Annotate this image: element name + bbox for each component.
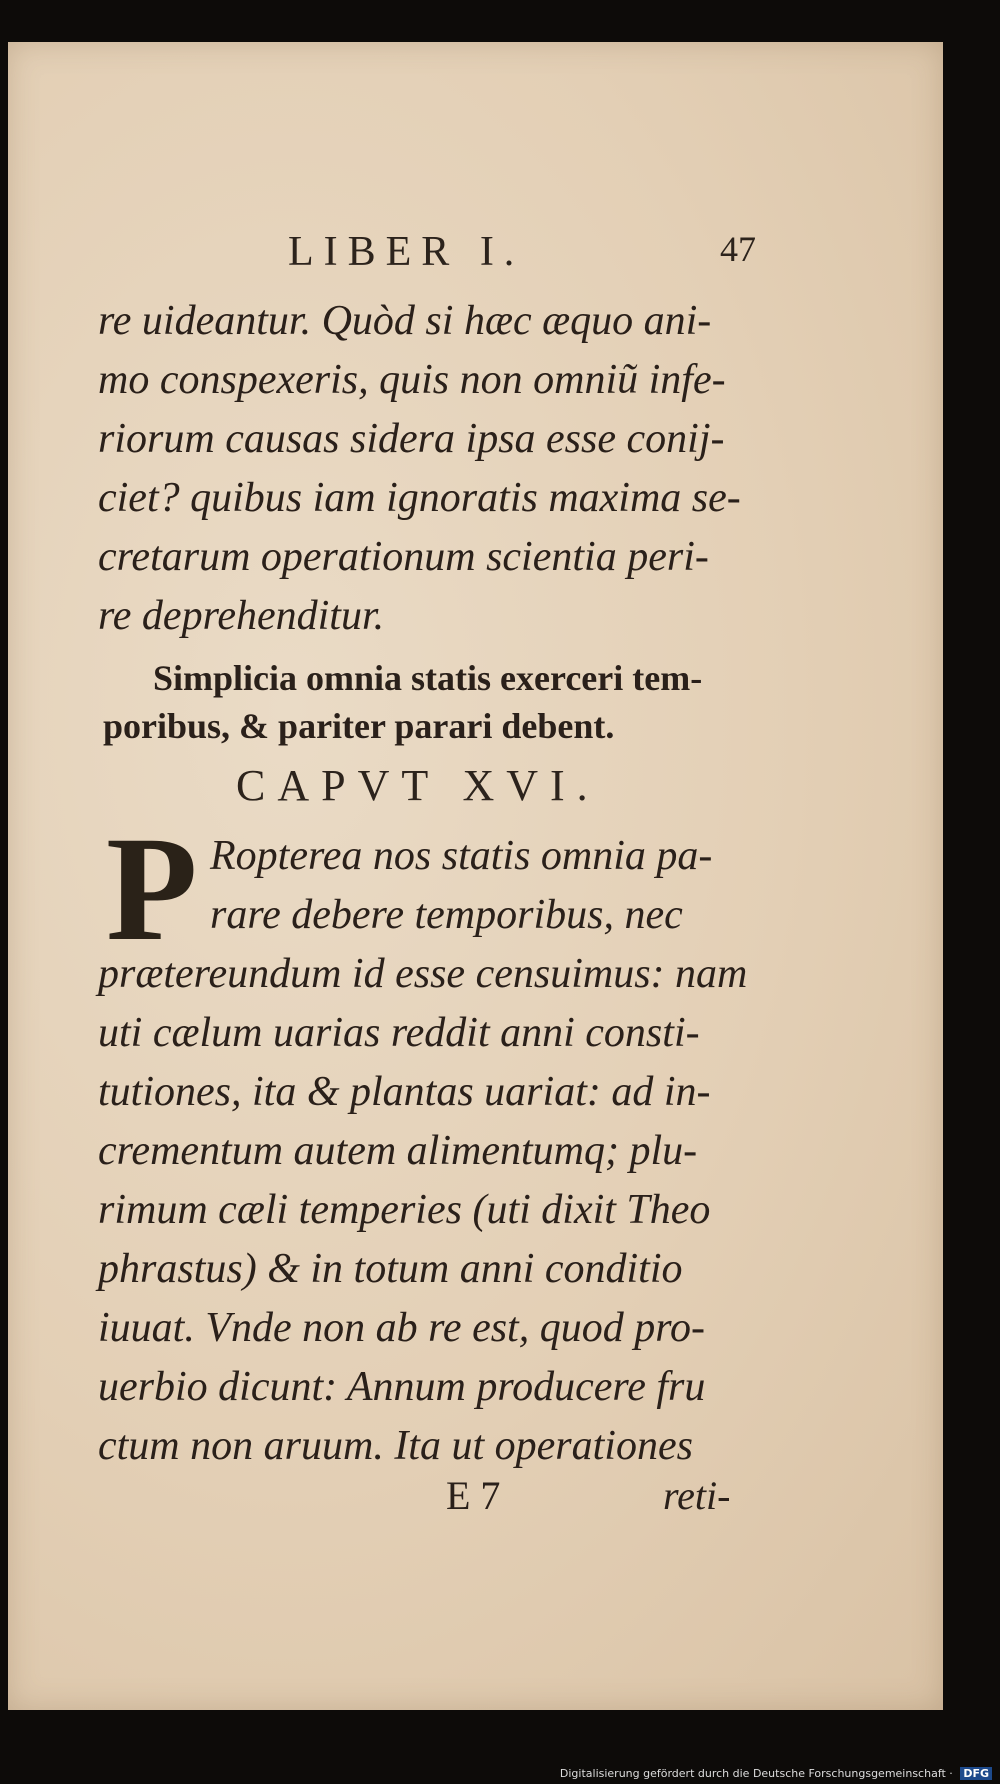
text-line: phrastus) & in totum anni conditio bbox=[98, 1246, 683, 1292]
paragraph-continuation bbox=[98, 292, 788, 646]
book-page bbox=[8, 42, 943, 1710]
text-line: re uideantur. Quòd si hæc æquo ani- bbox=[98, 298, 712, 344]
summary-line: Simplicia omnia statis exerceri tem- bbox=[153, 658, 703, 698]
credit-text: Digitalisierung gefördert durch die Deutsche Forschungsgemeinschaft · bbox=[559, 1767, 953, 1780]
text-line: ctum non aruum. Ita ut operationes bbox=[98, 1423, 693, 1469]
folio-number: 47 bbox=[720, 229, 756, 269]
text-line: uerbio dicunt: Annum producere fru bbox=[98, 1364, 706, 1410]
signature-mark: E 7 bbox=[446, 1473, 501, 1518]
text-line: mo conspexeris, quis non omniũ infe- bbox=[98, 357, 726, 403]
text-line: Ropterea nos statis omnia pa- bbox=[210, 833, 713, 879]
page-footer-line bbox=[8, 1472, 943, 1532]
text-line: riorum causas sidera ipsa esse conij- bbox=[98, 416, 725, 462]
running-title: LIBER I. bbox=[288, 229, 525, 275]
page-header bbox=[8, 228, 943, 278]
chapter-heading: CAPVT XVI. bbox=[236, 761, 600, 810]
chapter-body bbox=[98, 827, 788, 1476]
text-line: ciet? quibus iam ignoratis maxima se- bbox=[98, 475, 741, 521]
text-line: uti cælum uarias reddit anni consti- bbox=[98, 1010, 700, 1056]
text-line: prætereundum id esse censuimus: nam bbox=[98, 951, 748, 997]
text-line: rimum cæli temperies (uti dixit Theo bbox=[98, 1187, 711, 1233]
text-line: rare debere temporibus, nec bbox=[210, 892, 683, 938]
chapter-summary bbox=[103, 654, 773, 750]
text-line: crementum autem alimentumq; plu- bbox=[98, 1128, 698, 1174]
digitization-credit bbox=[560, 1767, 992, 1780]
summary-line: poribus, & pariter parari debent. bbox=[103, 706, 615, 746]
dfg-logo: DFG bbox=[960, 1767, 992, 1780]
text-line: cretarum operationum scientia peri- bbox=[98, 534, 709, 580]
drop-cap: P bbox=[106, 806, 198, 972]
text-line: tutiones, ita & plantas uariat: ad in- bbox=[98, 1069, 711, 1115]
catchword: reti- bbox=[663, 1473, 731, 1518]
text-line: re deprehenditur. bbox=[98, 593, 385, 639]
text-line: iuuat. Vnde non ab re est, quod pro- bbox=[98, 1305, 705, 1351]
